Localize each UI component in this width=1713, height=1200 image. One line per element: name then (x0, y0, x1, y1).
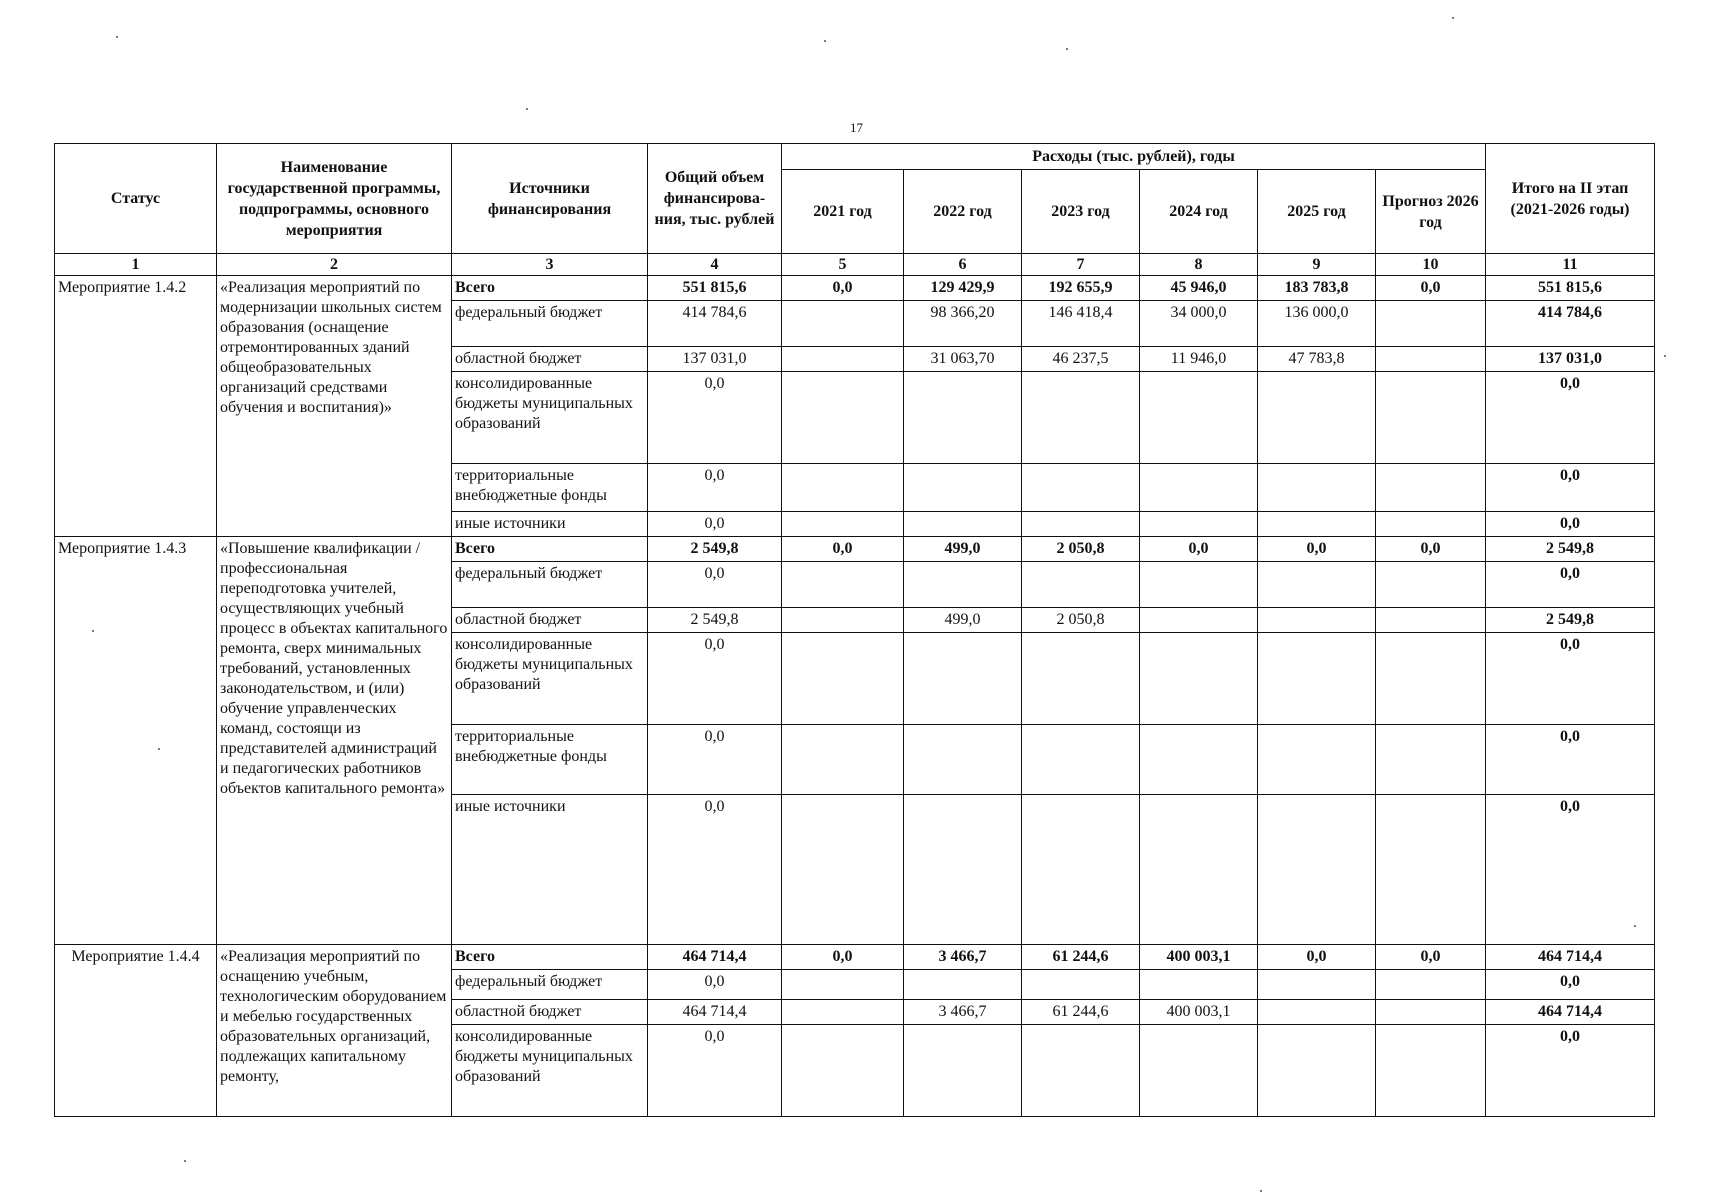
value-2024 (1140, 512, 1258, 537)
value-2023: 61 244,6 (1022, 1000, 1140, 1025)
value-2025 (1258, 464, 1376, 512)
value-2022: 31 063,70 (904, 347, 1022, 372)
value-2022: 129 429,9 (904, 276, 1022, 301)
total-volume: 0,0 (648, 1025, 782, 1117)
stage-total: 0,0 (1486, 562, 1655, 608)
value-2024 (1140, 372, 1258, 464)
source-label: Всего (452, 276, 648, 301)
value-2023 (1022, 512, 1140, 537)
source-label: федеральный бюджет (452, 301, 648, 347)
scan-speck (116, 36, 118, 38)
value-2025 (1258, 970, 1376, 1000)
source-label: областной бюджет (452, 1000, 648, 1025)
source-label: территориальные внебюджетные фонды (452, 725, 648, 795)
stage-total: 551 815,6 (1486, 276, 1655, 301)
value-2024 (1140, 1025, 1258, 1117)
value-2025: 0,0 (1258, 537, 1376, 562)
column-number: 6 (904, 254, 1022, 276)
value-2024: 11 946,0 (1140, 347, 1258, 372)
source-label: областной бюджет (452, 347, 648, 372)
value-2025 (1258, 725, 1376, 795)
value-2021 (782, 372, 904, 464)
scan-speck (92, 630, 94, 632)
source-label: Всего (452, 537, 648, 562)
value-2026 (1376, 725, 1486, 795)
value-2026: 0,0 (1376, 537, 1486, 562)
column-number: 4 (648, 254, 782, 276)
stage-total: 137 031,0 (1486, 347, 1655, 372)
value-2023 (1022, 464, 1140, 512)
value-2026 (1376, 512, 1486, 537)
value-2022: 98 366,20 (904, 301, 1022, 347)
stage-total: 464 714,4 (1486, 945, 1655, 970)
value-2026 (1376, 464, 1486, 512)
table-row (55, 945, 1655, 970)
total-volume: 0,0 (648, 633, 782, 725)
value-2021 (782, 1025, 904, 1117)
value-2022 (904, 464, 1022, 512)
value-2022 (904, 562, 1022, 608)
value-2022 (904, 1025, 1022, 1117)
value-2021 (782, 464, 904, 512)
value-2025 (1258, 608, 1376, 633)
header-year-2021: 2021 год (782, 170, 904, 254)
column-number: 3 (452, 254, 648, 276)
total-volume: 0,0 (648, 512, 782, 537)
total-volume: 0,0 (648, 725, 782, 795)
stage-total: 464 714,4 (1486, 1000, 1655, 1025)
column-number: 7 (1022, 254, 1140, 276)
value-2021 (782, 301, 904, 347)
header-sources: Источники финансирования (452, 144, 648, 254)
column-number: 2 (217, 254, 452, 276)
value-2022: 3 466,7 (904, 1000, 1022, 1025)
activity-name: «Реализация мероприятий по модернизации школьных систем образования (оснащение отремонтированных зданий общеобразовательных организаций средствами обучения и воспитания)» (217, 276, 452, 537)
header-stage-total: Итого на II этап (2021-2026 годы) (1486, 144, 1655, 254)
scan-speck (184, 1160, 186, 1162)
source-label: иные источники (452, 795, 648, 945)
source-label: территориальные внебюджетные фонды (452, 464, 648, 512)
header-year-2026: Прогноз 2026 год (1376, 170, 1486, 254)
stage-total: 0,0 (1486, 970, 1655, 1000)
value-2024 (1140, 970, 1258, 1000)
source-label: консолидированные бюджеты муниципальных образований (452, 1025, 648, 1117)
value-2023: 46 237,5 (1022, 347, 1140, 372)
value-2024 (1140, 725, 1258, 795)
total-volume: 551 815,6 (648, 276, 782, 301)
column-number: 5 (782, 254, 904, 276)
source-label: консолидированные бюджеты муниципальных образований (452, 372, 648, 464)
total-volume: 464 714,4 (648, 945, 782, 970)
source-label: консолидированные бюджеты муниципальных образований (452, 633, 648, 725)
value-2025 (1258, 1025, 1376, 1117)
value-2022 (904, 795, 1022, 945)
stage-total: 0,0 (1486, 795, 1655, 945)
scan-speck (1452, 17, 1454, 19)
activity-status: Мероприятие 1.4.3 (55, 537, 217, 945)
source-label: федеральный бюджет (452, 562, 648, 608)
value-2021 (782, 970, 904, 1000)
value-2022 (904, 512, 1022, 537)
column-number: 1 (55, 254, 217, 276)
value-2026: 0,0 (1376, 945, 1486, 970)
value-2022: 3 466,7 (904, 945, 1022, 970)
value-2021 (782, 512, 904, 537)
scan-speck (526, 108, 528, 110)
value-2026 (1376, 970, 1486, 1000)
activity-name: «Повышение квалификации / профессиональная переподготовка учителей, осуществляющих учебный процесс в объектах капитального ремонта, сверх минимальных требований, установленных законодательством, и (или) обучение управленческих команд, состоящи из представителей администраций и педагогических работников объектов капитального ремонта» (217, 537, 452, 945)
stage-total: 2 549,8 (1486, 608, 1655, 633)
value-2023 (1022, 562, 1140, 608)
value-2024: 45 946,0 (1140, 276, 1258, 301)
value-2022: 499,0 (904, 537, 1022, 562)
value-2024 (1140, 633, 1258, 725)
value-2024: 400 003,1 (1140, 1000, 1258, 1025)
value-2025: 0,0 (1258, 945, 1376, 970)
value-2023 (1022, 633, 1140, 725)
column-number: 11 (1486, 254, 1655, 276)
value-2021: 0,0 (782, 276, 904, 301)
value-2022 (904, 372, 1022, 464)
page-number: 17 (850, 120, 863, 135)
activity-name: «Реализация мероприятий по оснащению учебным, технологическим оборудованием и мебелью государственных образовательных организаций, подлежащих капитальному ремонту, (217, 945, 452, 1117)
value-2023 (1022, 795, 1140, 945)
value-2025 (1258, 372, 1376, 464)
value-2024 (1140, 464, 1258, 512)
scan-speck (1066, 48, 1068, 50)
header-expenses: Расходы (тыс. рублей), годы (782, 144, 1486, 170)
value-2024 (1140, 562, 1258, 608)
scan-speck (1664, 355, 1666, 357)
value-2023 (1022, 970, 1140, 1000)
column-number: 9 (1258, 254, 1376, 276)
column-number: 10 (1376, 254, 1486, 276)
scan-speck (1260, 1190, 1262, 1192)
source-label: федеральный бюджет (452, 970, 648, 1000)
total-volume: 0,0 (648, 795, 782, 945)
total-volume: 0,0 (648, 464, 782, 512)
value-2026 (1376, 795, 1486, 945)
stage-total: 0,0 (1486, 372, 1655, 464)
value-2021: 0,0 (782, 537, 904, 562)
value-2026 (1376, 301, 1486, 347)
total-volume: 414 784,6 (648, 301, 782, 347)
value-2026 (1376, 347, 1486, 372)
column-number-row (55, 254, 1655, 276)
value-2023: 192 655,9 (1022, 276, 1140, 301)
value-2025 (1258, 633, 1376, 725)
value-2022: 499,0 (904, 608, 1022, 633)
financing-table (54, 143, 1655, 1117)
stage-total: 0,0 (1486, 464, 1655, 512)
header-year-2023: 2023 год (1022, 170, 1140, 254)
stage-total: 0,0 (1486, 633, 1655, 725)
value-2026 (1376, 1000, 1486, 1025)
value-2026 (1376, 608, 1486, 633)
total-volume: 0,0 (648, 562, 782, 608)
header-status: Статус (55, 144, 217, 254)
value-2024: 400 003,1 (1140, 945, 1258, 970)
table-row (55, 537, 1655, 562)
value-2026: 0,0 (1376, 276, 1486, 301)
stage-total: 414 784,6 (1486, 301, 1655, 347)
value-2022 (904, 633, 1022, 725)
value-2024: 34 000,0 (1140, 301, 1258, 347)
value-2021 (782, 1000, 904, 1025)
header-total-volume: Общий объем финансирова-ния, тыс. рублей (648, 144, 782, 254)
value-2021 (782, 795, 904, 945)
value-2022 (904, 970, 1022, 1000)
value-2025 (1258, 1000, 1376, 1025)
scan-speck (1634, 925, 1636, 927)
value-2025 (1258, 562, 1376, 608)
value-2023: 2 050,8 (1022, 608, 1140, 633)
activity-status: Мероприятие 1.4.2 (55, 276, 217, 537)
value-2025: 183 783,8 (1258, 276, 1376, 301)
value-2025: 47 783,8 (1258, 347, 1376, 372)
total-volume: 2 549,8 (648, 608, 782, 633)
total-volume: 0,0 (648, 372, 782, 464)
scan-speck (824, 40, 826, 42)
total-volume: 2 549,8 (648, 537, 782, 562)
value-2026 (1376, 633, 1486, 725)
scan-speck (158, 748, 160, 750)
source-label: иные источники (452, 512, 648, 537)
value-2026 (1376, 1025, 1486, 1117)
value-2026 (1376, 372, 1486, 464)
value-2025 (1258, 512, 1376, 537)
value-2024 (1140, 795, 1258, 945)
value-2025 (1258, 795, 1376, 945)
header-year-2025: 2025 год (1258, 170, 1376, 254)
source-label: областной бюджет (452, 608, 648, 633)
header-name: Наименование государственной программы, подпрограммы, основного мероприятия (217, 144, 452, 254)
stage-total: 0,0 (1486, 1025, 1655, 1117)
value-2021 (782, 347, 904, 372)
value-2021 (782, 608, 904, 633)
total-volume: 464 714,4 (648, 1000, 782, 1025)
value-2023 (1022, 1025, 1140, 1117)
value-2026 (1376, 562, 1486, 608)
value-2023: 146 418,4 (1022, 301, 1140, 347)
value-2024: 0,0 (1140, 537, 1258, 562)
value-2024 (1140, 608, 1258, 633)
value-2021 (782, 725, 904, 795)
value-2023 (1022, 372, 1140, 464)
value-2021 (782, 633, 904, 725)
value-2025: 136 000,0 (1258, 301, 1376, 347)
header-year-2022: 2022 год (904, 170, 1022, 254)
stage-total: 0,0 (1486, 512, 1655, 537)
header-year-2024: 2024 год (1140, 170, 1258, 254)
table-row (55, 276, 1655, 301)
total-volume: 0,0 (648, 970, 782, 1000)
stage-total: 0,0 (1486, 725, 1655, 795)
value-2021 (782, 562, 904, 608)
value-2022 (904, 725, 1022, 795)
value-2023: 61 244,6 (1022, 945, 1140, 970)
activity-status: Мероприятие 1.4.4 (55, 945, 217, 1117)
value-2021: 0,0 (782, 945, 904, 970)
total-volume: 137 031,0 (648, 347, 782, 372)
stage-total: 2 549,8 (1486, 537, 1655, 562)
value-2023 (1022, 725, 1140, 795)
column-number: 8 (1140, 254, 1258, 276)
value-2023: 2 050,8 (1022, 537, 1140, 562)
source-label: Всего (452, 945, 648, 970)
